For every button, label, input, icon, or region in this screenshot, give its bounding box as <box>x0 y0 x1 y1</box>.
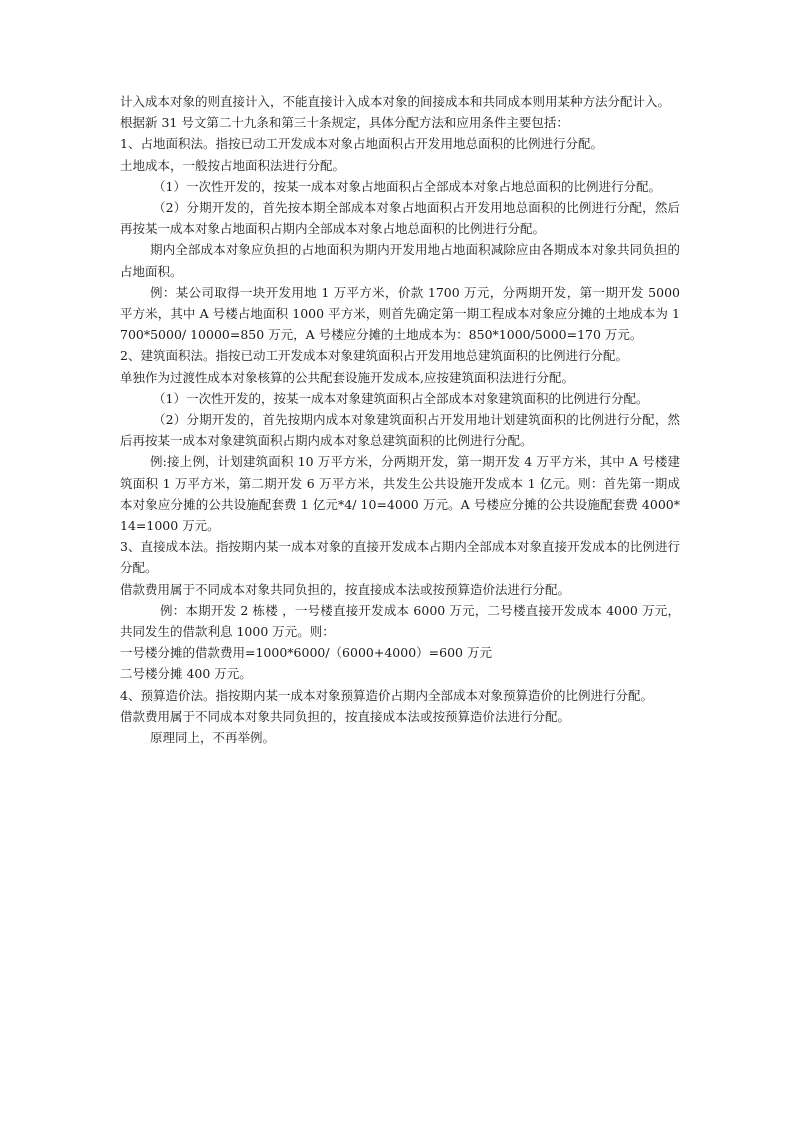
paragraph-building-one-time: （1）一次性开发的，按某一成本对象建筑面积占全部成本对象建筑面积的比例进行分配。 <box>153 390 649 406</box>
heading-land-area-method: 1、占地面积法。指按已动工开发成本对象占地面积占开发用地总面积的比例进行分配。 <box>120 136 603 152</box>
paragraph-borrowing-costs-repeat: 借款费用属于不同成本对象共同负担的，按直接成本法或按预算造价法进行分配。 <box>120 708 571 724</box>
paragraph-direct-example: 例：本期开发 2 栋楼 ，一号楼直接开发成本 6000 万元，二号楼直接开发成本 4000 万元，共同发生的借款利息 1000 万元。则： <box>120 602 680 640</box>
paragraph-building-phased: （2）分期开发的，首先按期内成本对象建筑面积占开发用地计划建筑面积的比例进行分配，然后再按某一成本对象建筑面积占期内成本对象总建筑面积的比例进行分配。 <box>120 412 680 449</box>
paragraph-land-cost: 土地成本，一般按占地面积法进行分配。 <box>120 157 346 173</box>
heading-budget-cost-method: 4、预算造价法。指按期内某一成本对象预算造价占期内全部成本对象预算造价的比例进行分配。 <box>120 687 653 703</box>
document-body <box>120 91 680 748</box>
paragraph-land-phased: （2）分期开发的，首先按本期全部成本对象占地面积占开发用地总面积的比例进行分配，然后再按某一成本对象占地面积占期内全部成本对象占地总面积的比例进行分配。 <box>120 200 680 237</box>
paragraph-building-one-share: 一号楼分摊的借款费用=1000*6000/（6000+4000）=600 万元 <box>120 645 492 661</box>
paragraph-public-facilities: 单独作为过渡性成本对象核算的公共配套设施开发成本,应按建筑面积法进行分配。 <box>120 369 574 385</box>
paragraph-land-example: 例：某公司取得一块开发用地 1 万平方米，价款 1700 万元，分两期开发，第一期开发 5000 平方米，其中 A 号楼占地面积 1000 平方米，则首先确定第一期工程成本对象应分摊的土地成本为 1700*5000/ 10000=850 万元，A 号楼应分摊的土地成本为：850*1000/5000=170 万元。 <box>120 284 680 343</box>
paragraph-building-example: 例:接上例，计划建筑面积 10 万平方米，分两期开发，第一期开发 4 万平方米，其中 A 号楼建筑面积 1 万平方米，第二期开发 6 万平方米，共发生公共设施开发成本 1 亿元。则：首先第一期成本对象应分摊的公共设施配套费 1 亿元*4/ 10=4000 万元。A 号楼应分摊的公共设施配套费 4000*14=1000 万元。 <box>120 454 680 534</box>
paragraph-intro: 计入成本对象的则直接计入，不能直接计入成本对象的间接成本和共同成本则用某种方法分配计入。 <box>120 94 671 109</box>
paragraph-rule-basis: 根据新 31 号文第二十九条和第三十条规定，具体分配方法和应用条件主要包括： <box>120 115 569 131</box>
heading-direct-cost-method: 3、直接成本法。指按期内某一成本对象的直接开发成本占期内全部成本对象直接开发成本的比例进行分配。 <box>120 539 680 576</box>
paragraph-land-period-area: 期内全部成本对象应负担的占地面积为期内开发用地占地面积减除应由各期成本对象共同负担的占地面积。 <box>120 242 680 279</box>
heading-building-area-method: 2、建筑面积法。指按已动工开发成本对象建筑面积占开发用地总建筑面积的比例进行分配。 <box>120 348 628 364</box>
paragraph-building-two-share: 二号楼分摊 400 万元。 <box>120 666 252 682</box>
paragraph-closing: 原理同上，不再举例。 <box>150 730 276 746</box>
paragraph-borrowing-costs: 借款费用属于不同成本对象共同负担的，按直接成本法或按预算造价法进行分配。 <box>120 581 571 597</box>
paragraph-land-one-time: （1）一次性开发的，按某一成本对象占地面积占全部成本对象占地总面积的比例进行分配。 <box>153 178 661 194</box>
